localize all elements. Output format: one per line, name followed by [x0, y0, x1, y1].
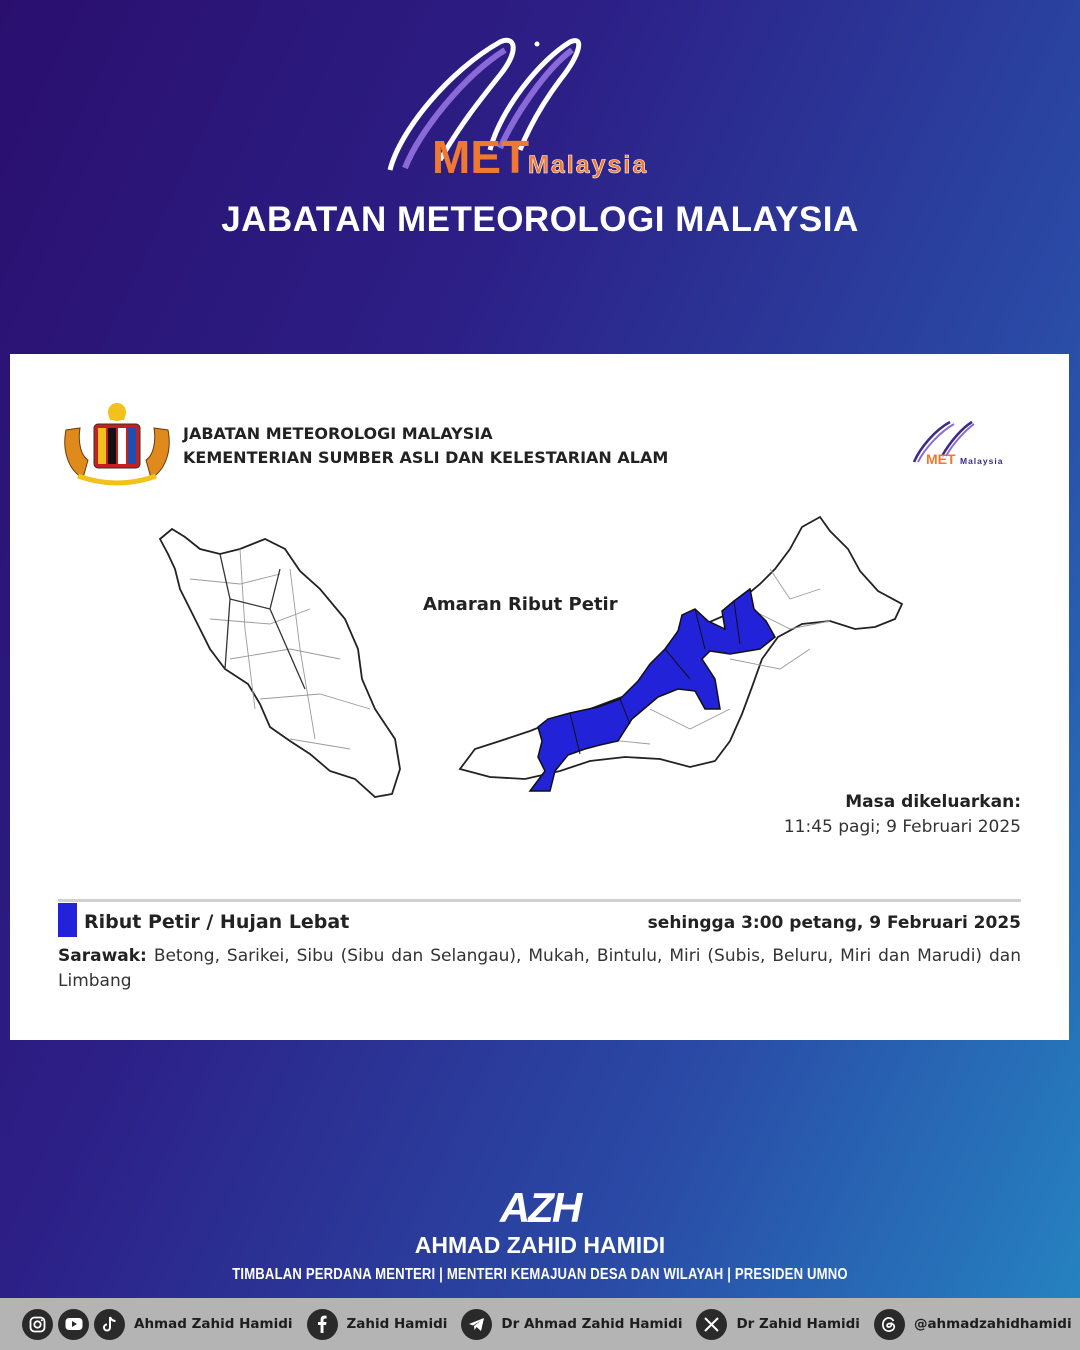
social-bar — [0, 1298, 1080, 1350]
footer-name: AHMAD ZAHID HAMIDI — [414, 1232, 666, 1258]
legend-swatch — [58, 903, 77, 937]
threads-handle[interactable]: @ahmadzahidhamidi — [913, 1316, 1072, 1332]
issued-time-value: 11:45 pagi; 9 Februari 2025 — [783, 817, 1021, 837]
malaysia-warning-map — [130, 509, 950, 849]
facebook-icon[interactable] — [307, 1309, 338, 1340]
footer-roles: TIMBALAN PERDANA MENTERI | MENTERI KEMAJUAN DESA DAN WILAYAH | PRESIDEN UMNO — [232, 1266, 848, 1283]
affected-state: Sarawak: — [58, 946, 147, 966]
valid-until: sehingga 3:00 petang, 9 Februari 2025 — [647, 913, 1021, 933]
affected-districts: Betong, Sarikei, Sibu (Sibu dan Selangau), Mukah, Bintulu, Miri (Subis, Beluru, Miri dan Marudi) dan Limbang — [58, 946, 1021, 991]
divider — [58, 899, 1021, 902]
tiktok-handle[interactable]: Ahmad Zahid Hamidi — [134, 1316, 293, 1332]
met-malaysia-logo — [380, 30, 710, 190]
small-logo-met-text: MET — [926, 451, 956, 467]
youtube-icon[interactable] — [58, 1309, 89, 1340]
telegram-handle[interactable]: Dr Ahmad Zahid Hamidi — [501, 1316, 683, 1332]
legend-label: Ribut Petir / Hujan Lebat — [84, 911, 350, 933]
threads-icon[interactable] — [874, 1309, 905, 1340]
met-malaysia-small-logo — [910, 418, 1022, 468]
warning-card — [10, 354, 1069, 1040]
coat-of-arms-icon — [58, 400, 176, 488]
affected-areas — [58, 944, 1021, 994]
logo-met-text: MET — [432, 131, 530, 183]
logo-malaysia-text: Malaysia — [528, 151, 649, 179]
page-title: JABATAN METEOROLOGI MALAYSIA — [221, 200, 859, 239]
telegram-icon[interactable] — [461, 1309, 492, 1340]
x-icon[interactable] — [696, 1309, 727, 1340]
tiktok-icon[interactable] — [94, 1309, 125, 1340]
azh-logo: AZH — [499, 1184, 581, 1231]
issued-time-label: Masa dikeluarkan: — [845, 792, 1021, 812]
small-logo-malaysia-text: Malaysia — [960, 456, 1004, 466]
instagram-icon[interactable] — [22, 1309, 53, 1340]
agency-name: JABATAN METEOROLOGI MALAYSIA — [183, 424, 493, 443]
facebook-handle[interactable]: Zahid Hamidi — [346, 1316, 448, 1332]
ministry-name: KEMENTERIAN SUMBER ASLI DAN KELESTARIAN ALAM — [183, 448, 669, 467]
x-handle[interactable]: Dr Zahid Hamidi — [736, 1316, 860, 1332]
map-title: Amaran Ribut Petir — [423, 594, 618, 615]
